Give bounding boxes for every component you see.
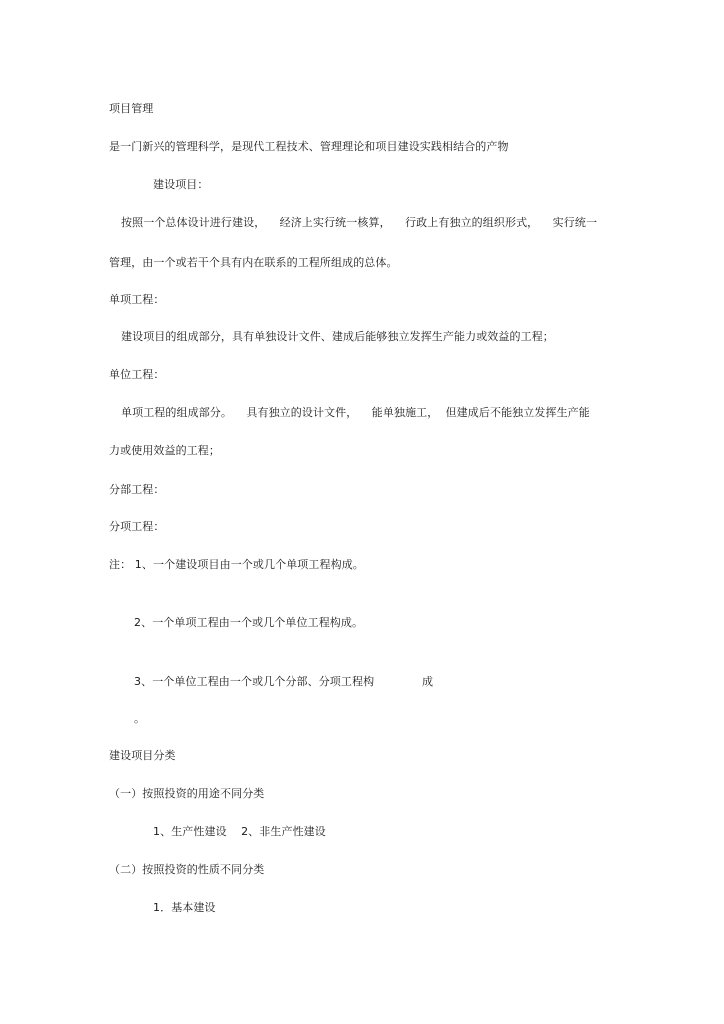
note-3-part2: 成 [422, 675, 434, 688]
unit-engineering-text-line2: 力或使用效益的工程； [109, 444, 220, 457]
classification-by-use-items: 1、生产性建设 2、非生产性建设 [153, 825, 326, 838]
construction-project-heading: 建设项目： [153, 178, 209, 191]
note-1: 注： 1、一个建设项目由一个或几个单项工程构成。 [109, 558, 364, 571]
note-2: 2、一个单项工程由一个或几个单位工程构成。 [134, 616, 364, 629]
construction-project-text-line1: 按照一个总体设计进行建设， 经济上实行统一核算， 行政上有独立的组织形式， 实行统一 [121, 216, 598, 229]
note-3-part3: 。 [134, 712, 146, 725]
single-item-text: 建设项目的组成部分，具有单独设计文件、建成后能够独立发挥生产能力或效益的工程； [121, 330, 554, 343]
document-title: 项目管理 [109, 102, 154, 115]
single-item-heading: 单项工程： [109, 293, 165, 306]
note-3-part1: 3、一个单位工程由一个或几个分部、分项工程构 [134, 675, 375, 688]
classification-by-nature-items: 1．基本建设 [153, 901, 216, 914]
classification-heading: 建设项目分类 [109, 749, 176, 762]
unit-engineering-text-line1: 单项工程的组成部分。 具有独立的设计文件， 能单独施工， 但建成后不能独立发挥生产能 [121, 406, 590, 419]
construction-project-text-line2: 管理，由一个或若干个具有内在联系的工程所组成的总体。 [109, 256, 398, 269]
unit-engineering-heading: 单位工程： [109, 368, 165, 381]
sub-division-heading: 分部工程： [109, 483, 165, 496]
definition-text: 是一门新兴的管理科学，是现代工程技术、管理理论和项目建设实践相结合的产物 [109, 140, 509, 153]
sub-item-heading: 分项工程： [109, 520, 165, 533]
classification-by-use-heading: （一）按照投资的用途不同分类 [109, 787, 265, 800]
classification-by-nature-heading: （二）按照投资的性质不同分类 [109, 863, 265, 876]
